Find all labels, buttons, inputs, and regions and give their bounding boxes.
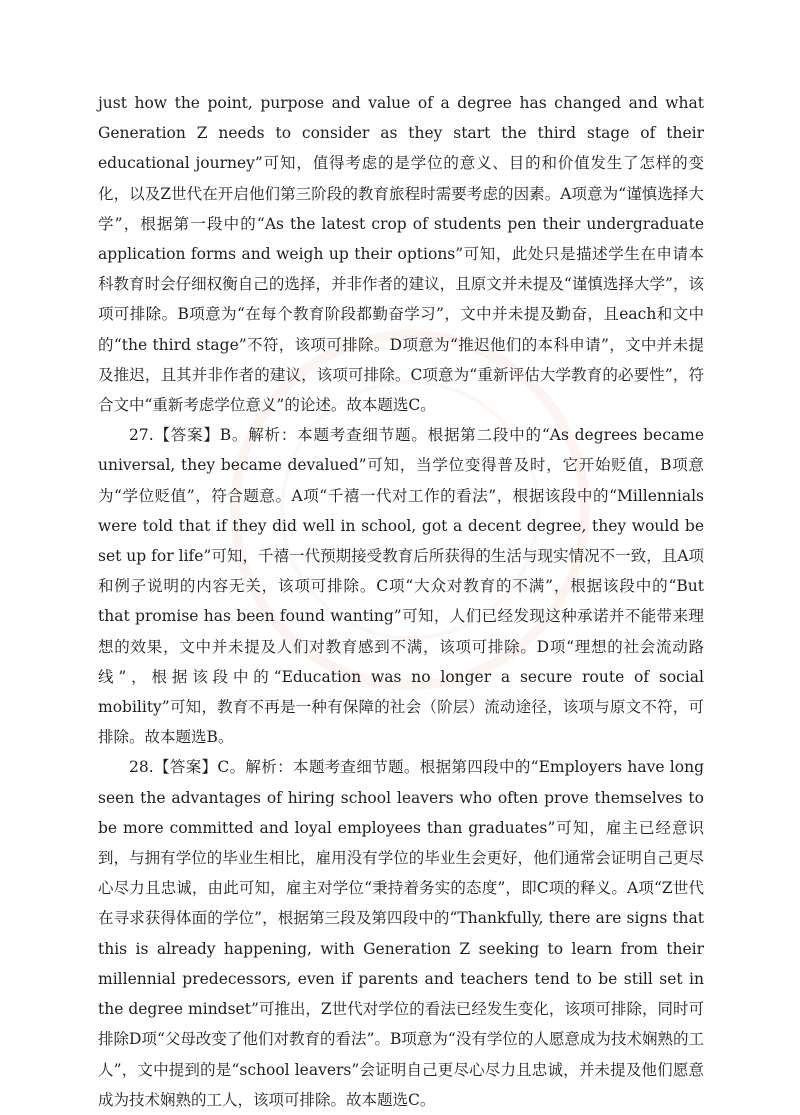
answer-explanation-body: [98, 88, 704, 1115]
paragraph-question-28: 28.【答案】C。解析：本题考查细节题。根据第四段中的“Employers have long seen the advantages of hiring school leavers who often prove themselves to be more committed and loyal employees than graduates”可知，雇主已经意识到，与拥有学位的毕业生相比，雇用没有学位的毕业生会更好，他们通常会证明自己更尽心尽力且忠诚，由此可知，雇主对学位“秉持着务实的态度”，即C项的释义。A项“Z世代在寻求获得体面的学位”，根据第三段及第四段中的“Thankfully, there are signs that this is already happening, with Generation Z seeking to learn from their millennial predecessors, even if parents and teachers tend to be still set in the degree mindset”可推出，Z世代对学位的看法已经发生变化，该项可排除，同时可排除D项“父母改变了他们对教育的看法”。B项意为“没有学位的人愿意成为技术娴熟的工人”，文中提到的是“school leavers”会证明自己更尽心尽力且忠诚，并未提及他们愿意成为技术娴熟的工人，该项可排除。故本题选C。: [98, 758, 704, 1109]
paragraph-continuation: just how the point, purpose and value of a degree has changed and what Generation Z needs to consider as they start the third stage of their educational journey”可知，值得考虑的是学位的意义、目的和价值发生了怎样的变化，以及Z世代在开启他们第三阶段的教育旅程时需要考虑的因素。A项意为“谨慎选择大学”，根据第一段中的“As the latest crop of students pen their undergraduate application forms and weigh up their options”可知，此处只是描述学生在申请本科教育时会仔细权衡自己的选择，并非作者的建议，且原文并未提及“谨慎选择大学”，该项可排除。B项意为“在每个教育阶段都勤奋学习”，文中并未提及勤奋，且each和文中的“the third stage”不符，该项可排除。D项意为“推迟他们的本科申请”，文中并未提及推迟，且其并非作者的建议，该项可排除。C项意为“重新评估大学教育的必要性”，符合文中“重新考虑学位意义”的论述。故本题选C。: [98, 94, 704, 415]
paragraph-question-27: 27.【答案】B。解析：本题考查细节题。根据第二段中的“As degrees became universal, they became devalued”可知，当学位变得普及时，它开始贬值，B项意为“学位贬值”，符合题意。A项“千禧一代对工作的看法”，根据该段中的“Millennials were told that if they did well in school, got a decent degree, they would be set up for life”可知，千禧一代预期接受教育后所获得的生活与现实情况不一致，且A项和例子说明的内容无关，该项可排除。C项“大众对教育的不满”，根据该段中的“But that promise has been found wanting”可知，人们已经发现这种承诺并不能带来理想的效果，文中并未提及人们对教育感到不满，该项可排除。D项“理想的社会流动路线”，根据该段中的“Education was no longer a secure route of social mobility”可知，教育不再是一种有保障的社会（阶层）流动途径，该项与原文不符，可排除。故本题选B。: [98, 426, 705, 747]
